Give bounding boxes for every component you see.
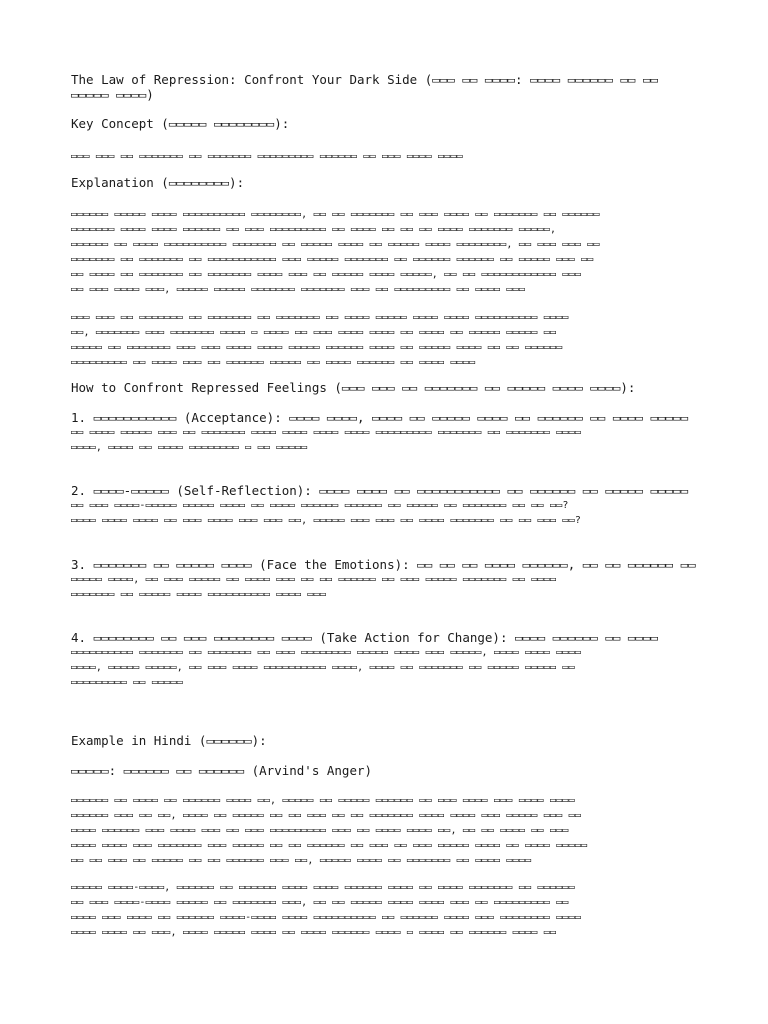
paragraph-line: ▭▭▭▭ ▭▭▭▭▭▭ ▭▭▭ ▭▭▭▭ ▭▭▭ ▭▭ ▭▭▭ ▭▭▭▭▭▭▭▭▭ ▭▭▭ ▭▭ ▭▭▭▭ ▭▭▭▭ ▭▭, ▭▭ ▭▭ ▭▭▭▭ ▭▭ ▭▭▭ xyxy=(71,825,569,836)
example-heading: Example in Hindi (▭▭▭▭▭▭): xyxy=(71,733,267,748)
step-3-head: 3. ▭▭▭▭▭▭▭ ▭▭ ▭▭▭▭▭ ▭▭▭▭ (Face the Emotions): ▭▭ ▭▭ ▭▭ ▭▭▭▭ ▭▭▭▭▭▭, ▭▭ ▭▭ ▭▭▭▭▭▭ ▭▭ xyxy=(71,557,696,572)
paragraph-line: ▭▭ ▭▭▭ ▭▭▭▭-▭▭▭▭ ▭▭▭▭▭ ▭▭ ▭▭▭▭▭▭▭ ▭▭▭, ▭▭ ▭▭ ▭▭▭▭▭ ▭▭▭▭ ▭▭▭▭ ▭▭▭ ▭▭ ▭▭▭▭▭▭▭▭▭ ▭▭ xyxy=(71,897,569,908)
paragraph-line: ▭▭▭▭▭▭▭▭▭▭ ▭▭▭▭▭▭▭ ▭▭ ▭▭▭▭▭▭▭ ▭▭ ▭▭▭ ▭▭▭▭▭▭▭▭ ▭▭▭▭▭ ▭▭▭▭ ▭▭▭ ▭▭▭▭▭, ▭▭▭▭ ▭▭▭▭ ▭▭▭▭ xyxy=(71,647,582,658)
paragraph-line: ▭▭▭▭▭ ▭▭▭▭-▭▭▭▭, ▭▭▭▭▭▭ ▭▭ ▭▭▭▭▭▭ ▭▭▭▭ ▭▭▭▭ ▭▭▭▭▭▭ ▭▭▭▭ ▭▭ ▭▭▭▭ ▭▭▭▭▭▭▭ ▭▭ ▭▭▭▭▭▭ xyxy=(71,882,575,893)
paragraph-line: ▭▭▭▭▭ ▭▭ ▭▭▭▭▭▭▭ ▭▭▭ ▭▭▭ ▭▭▭▭ ▭▭▭▭ ▭▭▭▭▭ ▭▭▭▭▭▭ ▭▭▭▭ ▭▭ ▭▭▭▭▭ ▭▭▭▭ ▭▭ ▭▭ ▭▭▭▭▭▭ xyxy=(71,342,563,353)
paragraph-line: ▭▭▭▭▭▭▭ ▭▭▭▭ ▭▭▭▭ ▭▭▭▭▭▭ ▭▭ ▭▭▭ ▭▭▭▭▭▭▭▭▭ ▭▭ ▭▭▭▭ ▭▭ ▭▭ ▭▭ ▭▭▭▭ ▭▭▭▭▭▭▭ ▭▭▭▭▭, xyxy=(71,224,557,235)
paragraph-line: ▭▭▭▭ ▭▭▭▭ ▭▭ ▭▭▭, ▭▭▭▭ ▭▭▭▭▭ ▭▭▭▭ ▭▭ ▭▭▭▭ ▭▭▭▭▭▭ ▭▭▭▭ ▭ ▭▭▭▭ ▭▭ ▭▭▭▭▭▭ ▭▭▭▭ ▭▭ xyxy=(71,927,557,938)
explanation-paragraph-2 xyxy=(71,310,569,370)
paragraph-line: ▭▭ ▭▭▭ ▭▭▭▭-▭▭▭▭▭ ▭▭▭▭▭ ▭▭▭▭ ▭▭ ▭▭▭▭ ▭▭▭▭▭▭ ▭▭▭▭▭▭ ▭▭ ▭▭▭▭▭ ▭▭ ▭▭▭▭▭▭▭ ▭▭ ▭▭ ▭▭? xyxy=(71,500,569,511)
document-title xyxy=(71,72,658,102)
step-3 xyxy=(71,557,696,602)
paragraph-line: ▭▭▭▭▭▭▭ ▭▭ ▭▭▭▭▭ ▭▭▭▭ ▭▭▭▭▭▭▭▭▭▭ ▭▭▭▭ ▭▭▭ xyxy=(71,589,327,600)
paragraph-line: ▭▭▭▭▭▭▭▭▭ ▭▭ ▭▭▭▭▭ xyxy=(71,677,183,688)
paragraph-line: ▭▭▭▭▭▭ ▭▭ ▭▭▭▭ ▭▭▭▭▭▭▭▭▭▭ ▭▭▭▭▭▭▭ ▭▭ ▭▭▭▭▭ ▭▭▭▭ ▭▭ ▭▭▭▭▭ ▭▭▭▭ ▭▭▭▭▭▭▭▭, ▭▭ ▭▭▭ ▭▭▭ ▭▭ xyxy=(71,239,600,250)
step-4-head: 4. ▭▭▭▭▭▭▭▭ ▭▭ ▭▭▭ ▭▭▭▭▭▭▭▭ ▭▭▭▭ (Take Action for Change): ▭▭▭▭ ▭▭▭▭▭▭ ▭▭ ▭▭▭▭ xyxy=(71,630,658,645)
explanation-heading: Explanation (▭▭▭▭▭▭▭▭): xyxy=(71,175,245,190)
step-2-head: 2. ▭▭▭▭-▭▭▭▭▭ (Self-Reflection): ▭▭▭▭ ▭▭▭▭ ▭▭ ▭▭▭▭▭▭▭▭▭▭▭ ▭▭ ▭▭▭▭▭▭ ▭▭ ▭▭▭▭▭ ▭▭▭▭▭ xyxy=(71,483,689,498)
example-paragraph-2 xyxy=(71,880,581,940)
explanation-paragraph-1 xyxy=(71,207,600,297)
howto-heading: How to Confront Repressed Feelings (▭▭▭ ▭▭▭ ▭▭ ▭▭▭▭▭▭▭ ▭▭ ▭▭▭▭▭ ▭▭▭▭ ▭▭▭▭): xyxy=(71,380,636,395)
paragraph-line: ▭▭▭▭▭▭ ▭▭▭ ▭▭ ▭▭, ▭▭▭▭ ▭▭ ▭▭▭▭▭ ▭▭ ▭▭ ▭▭▭ ▭▭ ▭▭ ▭▭▭▭▭▭▭ ▭▭▭▭ ▭▭▭▭ ▭▭▭ ▭▭▭▭▭ ▭▭▭ ▭▭ xyxy=(71,810,582,821)
paragraph-line: ▭▭▭▭ ▭▭▭▭ ▭▭▭▭ ▭▭ ▭▭▭ ▭▭▭▭ ▭▭▭ ▭▭▭ ▭▭, ▭▭▭▭▭ ▭▭▭ ▭▭▭ ▭▭ ▭▭▭▭ ▭▭▭▭▭▭▭ ▭▭ ▭▭ ▭▭▭ ▭▭? xyxy=(71,515,582,526)
paragraph-line: ▭▭▭▭▭▭ ▭▭▭▭▭ ▭▭▭▭ ▭▭▭▭▭▭▭▭▭▭ ▭▭▭▭▭▭▭▭, ▭▭ ▭▭ ▭▭▭▭▭▭▭ ▭▭ ▭▭▭ ▭▭▭▭ ▭▭ ▭▭▭▭▭▭▭ ▭▭ ▭▭▭▭▭▭ xyxy=(71,209,600,220)
paragraph-line: ▭▭▭▭, ▭▭▭▭▭ ▭▭▭▭▭, ▭▭ ▭▭▭ ▭▭▭▭ ▭▭▭▭▭▭▭▭▭▭ ▭▭▭▭, ▭▭▭▭ ▭▭ ▭▭▭▭▭▭▭ ▭▭ ▭▭▭▭▭ ▭▭▭▭▭ ▭▭ xyxy=(71,662,575,673)
paragraph-line: ▭▭▭▭▭▭▭▭▭ ▭▭ ▭▭▭▭ ▭▭▭ ▭▭ ▭▭▭▭▭▭ ▭▭▭▭▭ ▭▭ ▭▭▭▭ ▭▭▭▭▭▭ ▭▭ ▭▭▭▭ ▭▭▭▭ xyxy=(71,357,476,368)
example-paragraph-1 xyxy=(71,793,587,868)
paragraph-line: ▭▭▭▭▭▭ ▭▭ ▭▭▭▭ ▭▭ ▭▭▭▭▭▭ ▭▭▭▭ ▭▭, ▭▭▭▭▭ ▭▭ ▭▭▭▭▭ ▭▭▭▭▭▭ ▭▭ ▭▭▭ ▭▭▭▭ ▭▭▭ ▭▭▭▭ ▭▭▭▭ xyxy=(71,795,575,806)
step-1 xyxy=(71,410,688,455)
paragraph-line: ▭▭▭▭ ▭▭▭▭ ▭▭▭ ▭▭▭▭▭▭▭ ▭▭▭ ▭▭▭▭▭ ▭▭ ▭▭ ▭▭▭▭▭▭ ▭▭ ▭▭▭ ▭▭ ▭▭▭ ▭▭▭▭▭ ▭▭▭▭ ▭▭ ▭▭▭▭ ▭▭▭▭▭ xyxy=(71,840,588,851)
step-4 xyxy=(71,630,658,690)
paragraph-line: ▭▭▭ ▭▭▭ ▭▭ ▭▭▭▭▭▭▭ ▭▭ ▭▭▭▭▭▭▭ ▭▭ ▭▭▭▭▭▭▭ ▭▭ ▭▭▭▭ ▭▭▭▭▭ ▭▭▭▭ ▭▭▭▭ ▭▭▭▭▭▭▭▭▭▭ ▭▭▭▭ xyxy=(71,312,569,323)
step-2 xyxy=(71,483,688,528)
paragraph-line: ▭▭ ▭▭▭▭ ▭▭▭▭▭ ▭▭▭ ▭▭ ▭▭▭▭▭▭▭ ▭▭▭▭ ▭▭▭▭ ▭▭▭▭ ▭▭▭▭ ▭▭▭▭▭▭▭▭▭ ▭▭▭▭▭▭▭ ▭▭ ▭▭▭▭▭▭▭ ▭▭▭▭ xyxy=(71,427,582,438)
paragraph-line: ▭▭▭▭▭ ▭▭▭▭, ▭▭ ▭▭▭ ▭▭▭▭▭ ▭▭ ▭▭▭▭ ▭▭▭ ▭▭ ▭▭ ▭▭▭▭▭▭ ▭▭ ▭▭▭ ▭▭▭▭▭ ▭▭▭▭▭▭▭ ▭▭ ▭▭▭▭ xyxy=(71,574,557,585)
key-concept-heading: Key Concept (▭▭▭▭▭ ▭▭▭▭▭▭▭▭): xyxy=(71,116,290,131)
paragraph-line: ▭▭▭▭▭▭▭ ▭▭ ▭▭▭▭▭▭▭ ▭▭ ▭▭▭▭▭▭▭▭▭▭▭ ▭▭▭ ▭▭▭▭▭ ▭▭▭▭▭▭▭ ▭▭ ▭▭▭▭▭▭ ▭▭▭▭▭▭ ▭▭ ▭▭▭▭▭ ▭▭▭ ▭▭ xyxy=(71,254,594,265)
paragraph-line: ▭▭ ▭▭ ▭▭▭ ▭▭ ▭▭▭▭▭ ▭▭ ▭▭ ▭▭▭▭▭▭ ▭▭▭ ▭▭, ▭▭▭▭▭ ▭▭▭▭ ▭▭ ▭▭▭▭▭▭▭ ▭▭ ▭▭▭▭ ▭▭▭▭ xyxy=(71,855,532,866)
paragraph-line: ▭▭ ▭▭▭ ▭▭▭▭ ▭▭▭, ▭▭▭▭▭ ▭▭▭▭▭ ▭▭▭▭▭▭▭ ▭▭▭▭▭▭▭ ▭▭▭ ▭▭ ▭▭▭▭▭▭▭▭▭ ▭▭ ▭▭▭▭ ▭▭▭ xyxy=(71,284,526,295)
title-line: The Law of Repression: Confront Your Dark Side (▭▭▭ ▭▭ ▭▭▭▭: ▭▭▭▭ ▭▭▭▭▭▭ ▭▭ ▭▭ xyxy=(71,72,658,87)
paragraph-line: ▭▭, ▭▭▭▭▭▭▭ ▭▭▭ ▭▭▭▭▭▭▭ ▭▭▭▭ ▭ ▭▭▭▭ ▭▭ ▭▭▭ ▭▭▭▭ ▭▭▭▭ ▭▭ ▭▭▭▭ ▭▭ ▭▭▭▭▭ ▭▭▭▭▭ ▭▭ xyxy=(71,327,557,338)
key-concept-text: ▭▭▭ ▭▭▭ ▭▭ ▭▭▭▭▭▭▭ ▭▭ ▭▭▭▭▭▭▭ ▭▭▭▭▭▭▭▭▭ ▭▭▭▭▭▭ ▭▭ ▭▭▭ ▭▭▭▭ ▭▭▭▭ xyxy=(71,151,463,162)
example-subheading: ▭▭▭▭▭: ▭▭▭▭▭▭ ▭▭ ▭▭▭▭▭▭ (Arvind's Anger) xyxy=(71,763,373,778)
paragraph-line: ▭▭ ▭▭▭▭ ▭▭ ▭▭▭▭▭▭▭ ▭▭ ▭▭▭▭▭▭▭ ▭▭▭▭ ▭▭▭ ▭▭ ▭▭▭▭▭ ▭▭▭▭ ▭▭▭▭▭, ▭▭ ▭▭ ▭▭▭▭▭▭▭▭▭▭▭▭ ▭▭▭ xyxy=(71,269,582,280)
step-1-head: 1. ▭▭▭▭▭▭▭▭▭▭▭ (Acceptance): ▭▭▭▭ ▭▭▭▭, ▭▭▭▭ ▭▭ ▭▭▭▭▭ ▭▭▭▭ ▭▭ ▭▭▭▭▭▭ ▭▭ ▭▭▭▭ ▭▭▭▭▭ xyxy=(71,410,689,425)
title-line: ▭▭▭▭▭ ▭▭▭▭) xyxy=(71,87,154,102)
paragraph-line: ▭▭▭▭, ▭▭▭▭ ▭▭ ▭▭▭▭ ▭▭▭▭▭▭▭▭ ▭ ▭▭ ▭▭▭▭▭ xyxy=(71,442,308,453)
paragraph-line: ▭▭▭▭ ▭▭▭ ▭▭▭▭ ▭▭ ▭▭▭▭▭▭ ▭▭▭▭-▭▭▭▭ ▭▭▭▭ ▭▭▭▭▭▭▭▭▭▭ ▭▭ ▭▭▭▭▭▭ ▭▭▭▭ ▭▭▭ ▭▭▭▭▭▭▭▭ ▭▭▭▭ xyxy=(71,912,582,923)
